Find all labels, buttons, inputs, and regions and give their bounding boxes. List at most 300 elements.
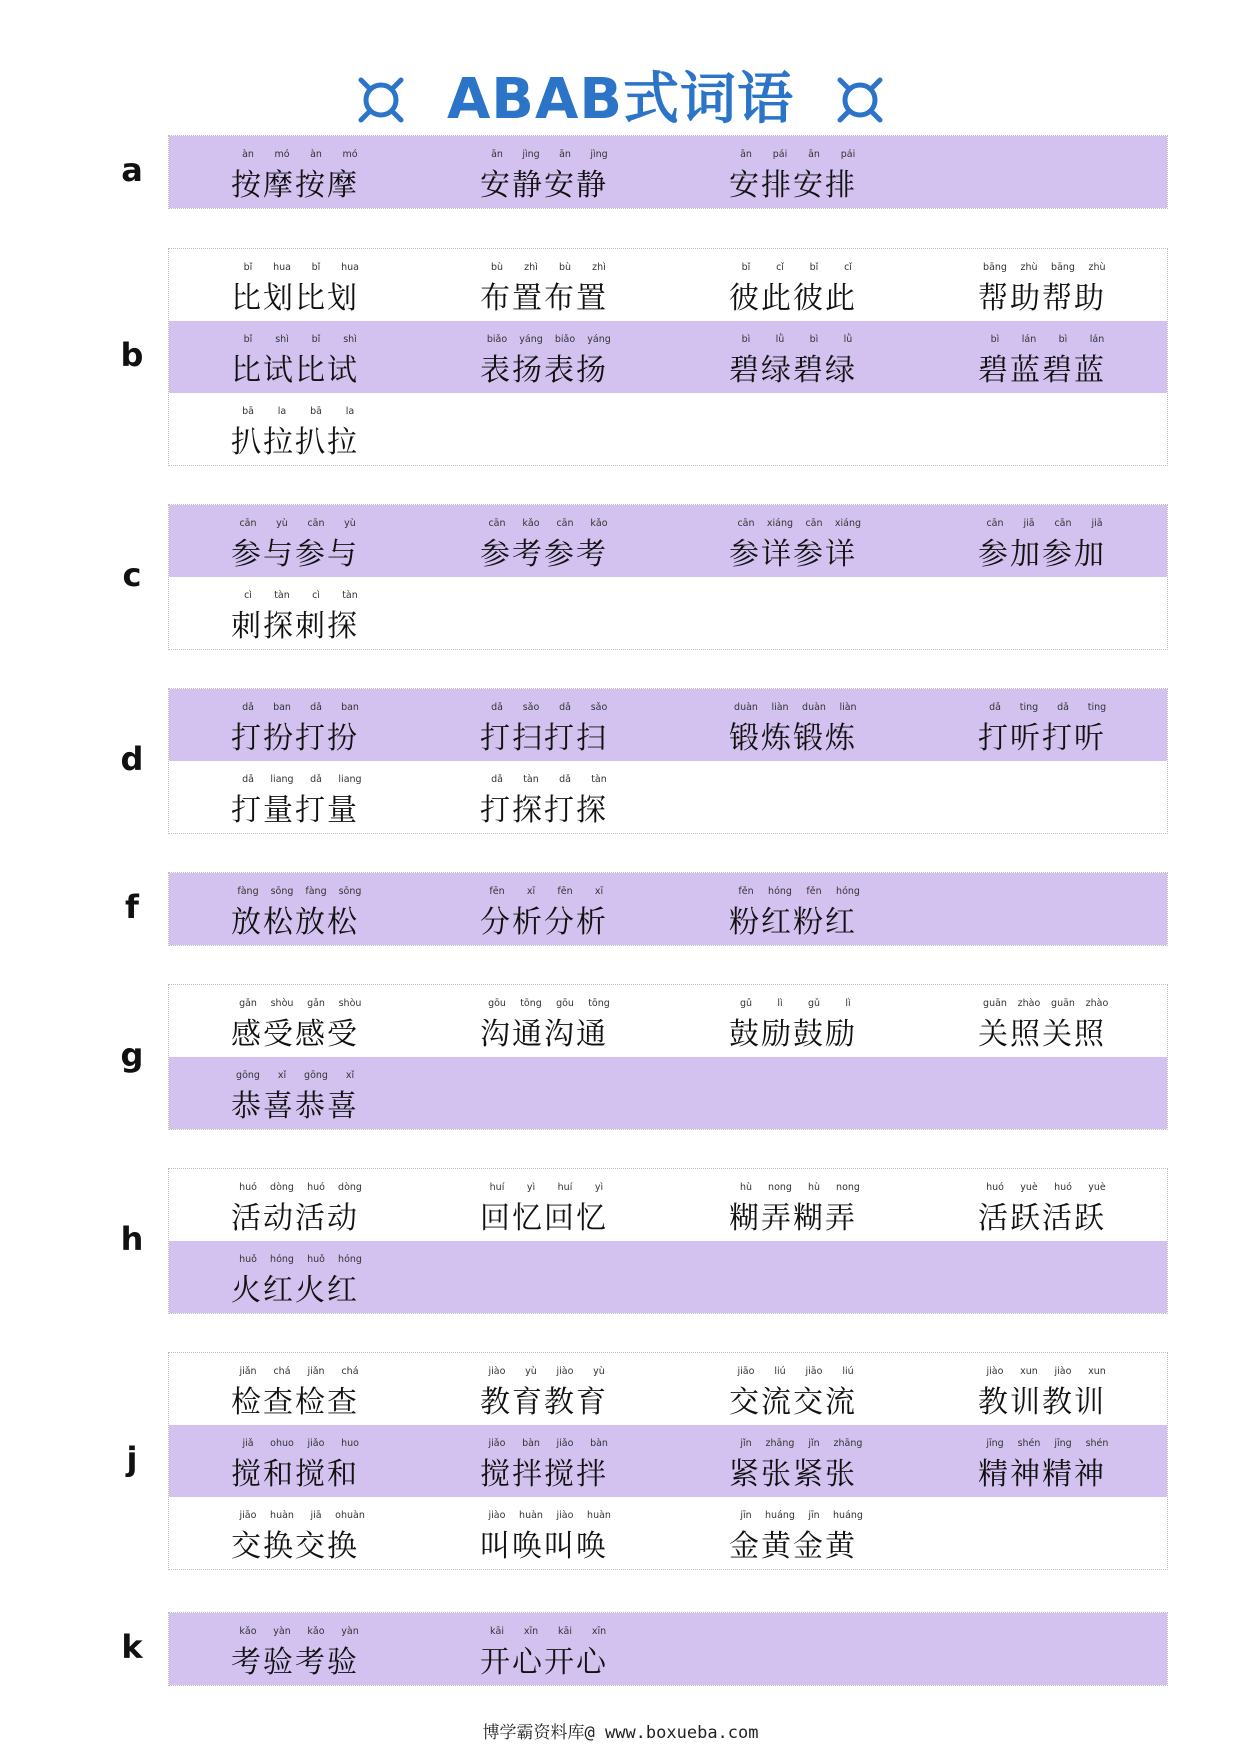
pinyin-syllable: kǎo: [239, 1626, 257, 1637]
pinyin-syllable: ān: [740, 149, 752, 160]
pinyin-syllable: guān: [1051, 998, 1075, 1009]
word-box: [168, 688, 1168, 834]
word-row: [169, 321, 1167, 393]
word-pinyin: [231, 262, 367, 273]
word-item: [231, 1353, 391, 1425]
word-box: [168, 984, 1168, 1130]
word-pinyin: [231, 1438, 367, 1449]
pinyin-syllable: yáng: [587, 334, 611, 345]
word-pinyin: [480, 702, 616, 713]
word-pinyin: [480, 1182, 616, 1193]
word-item: [480, 505, 640, 577]
pinyin-syllable: kǎo: [590, 518, 608, 529]
pinyin-syllable: tōng: [588, 998, 610, 1009]
pinyin-syllable: liang: [270, 774, 294, 785]
pinyin-syllable: shén: [1085, 1438, 1109, 1449]
word-item: [729, 689, 889, 761]
pinyin-syllable: yù: [344, 518, 356, 529]
pinyin-syllable: lán: [1021, 334, 1037, 345]
word-text: 分析分析: [480, 905, 608, 940]
word-text: 开心开心: [480, 1645, 608, 1680]
word-pinyin: [729, 149, 865, 160]
word-text: 交换交换: [231, 1529, 359, 1564]
word-pinyin: [978, 702, 1114, 713]
word-box: [168, 1168, 1168, 1314]
pinyin-syllable: duàn: [802, 702, 826, 713]
word-row: [169, 1169, 1167, 1241]
pinyin-syllable: yuè: [1088, 1182, 1106, 1193]
pinyin-syllable: la: [345, 406, 355, 417]
word-item: [480, 689, 640, 761]
pinyin-syllable: kǎo: [307, 1626, 325, 1637]
pinyin-syllable: ting: [1087, 702, 1107, 713]
word-pinyin: [231, 702, 367, 713]
group-letter: a: [121, 151, 143, 189]
pinyin-syllable: sǎo: [522, 702, 540, 713]
word-item: [978, 985, 1138, 1057]
pinyin-syllable: àn: [242, 149, 254, 160]
pinyin-syllable: xiáng: [766, 518, 794, 529]
word-text: 碧绿碧绿: [729, 353, 857, 388]
word-item: [231, 689, 391, 761]
pinyin-syllable: hua: [341, 262, 359, 273]
pinyin-syllable: ohuo: [270, 1438, 294, 1449]
pinyin-syllable: bù: [558, 262, 572, 273]
word-text: 参详参详: [729, 537, 857, 572]
word-item: [729, 505, 889, 577]
word-pinyin: [729, 334, 865, 345]
pinyin-syllable: tàn: [342, 590, 358, 601]
group-letter: g: [120, 1036, 144, 1074]
word-text: 安排安排: [729, 168, 857, 203]
word-text: 打扮打扮: [231, 721, 359, 756]
pinyin-syllable: ban: [341, 702, 359, 713]
pinyin-syllable: jiāo: [805, 1366, 823, 1377]
word-item: [231, 873, 391, 945]
word-row: [169, 505, 1167, 577]
pinyin-syllable: gōu: [556, 998, 574, 1009]
word-row: [169, 1425, 1167, 1497]
pinyin-syllable: gǎn: [239, 998, 257, 1009]
pinyin-syllable: lì: [777, 998, 783, 1009]
pinyin-syllable: liú: [842, 1366, 854, 1377]
pinyin-syllable: dǎ: [242, 702, 254, 713]
word-text: 彼此彼此: [729, 281, 857, 316]
word-pinyin: [231, 886, 367, 897]
pinyin-syllable: bù: [490, 262, 504, 273]
word-pinyin: [480, 1510, 616, 1521]
group-letter: h: [120, 1220, 144, 1258]
word-item: [729, 1425, 889, 1497]
pinyin-syllable: jiào: [488, 1366, 506, 1377]
pinyin-syllable: tōng: [520, 998, 542, 1009]
pinyin-syllable: lǜ: [775, 334, 785, 345]
word-item: [480, 1497, 640, 1569]
pinyin-syllable: hóng: [768, 886, 792, 897]
pinyin-syllable: jīng: [986, 1438, 1004, 1449]
word-item: [231, 1425, 391, 1497]
pinyin-syllable: yù: [276, 518, 288, 529]
word-text: 粉红粉红: [729, 905, 857, 940]
pinyin-syllable: cān: [805, 518, 823, 529]
pinyin-syllable: gōng: [236, 1070, 260, 1081]
pinyin-syllable: cì: [312, 590, 320, 601]
pinyin-syllable: xun: [1088, 1366, 1106, 1377]
pinyin-syllable: huó: [986, 1182, 1004, 1193]
pinyin-syllable: bàn: [522, 1438, 540, 1449]
word-pinyin: [978, 262, 1114, 273]
pinyin-syllable: ting: [1019, 702, 1039, 713]
pinyin-syllable: jiǎo: [307, 1438, 325, 1449]
pinyin-syllable: jìng: [522, 149, 540, 160]
word-pinyin: [231, 1070, 367, 1081]
word-pinyin: [978, 998, 1114, 1009]
word-row: [169, 249, 1167, 321]
pinyin-syllable: xī: [594, 886, 604, 897]
word-pinyin: [729, 262, 865, 273]
pinyin-syllable: shòu: [270, 998, 294, 1009]
pinyin-syllable: cān: [1054, 518, 1072, 529]
word-text: 叫唤叫唤: [480, 1529, 608, 1564]
word-item: [480, 249, 640, 321]
pinyin-syllable: biǎo: [486, 334, 508, 345]
pinyin-syllable: huǒ: [239, 1254, 257, 1265]
pinyin-syllable: lán: [1089, 334, 1105, 345]
pinyin-syllable: jiào: [488, 1510, 506, 1521]
word-box: [168, 1612, 1168, 1686]
pinyin-syllable: gōng: [304, 1070, 328, 1081]
word-text: 比试比试: [231, 353, 359, 388]
page-title-bar: [0, 60, 1241, 140]
pinyin-syllable: bǐ: [311, 334, 321, 345]
pinyin-syllable: ān: [808, 149, 820, 160]
word-row: [169, 985, 1167, 1057]
group-letter: c: [122, 556, 142, 594]
pinyin-syllable: jiào: [556, 1510, 574, 1521]
pinyin-syllable: huo: [341, 1438, 359, 1449]
pinyin-syllable: fēn: [557, 886, 573, 897]
word-item: [480, 1353, 640, 1425]
pinyin-syllable: bǐ: [809, 262, 819, 273]
word-pinyin: [231, 1366, 367, 1377]
ornament-icon: [353, 72, 409, 128]
word-pinyin: [480, 518, 616, 529]
pinyin-syllable: liàn: [771, 702, 789, 713]
pinyin-syllable: bā: [310, 406, 322, 417]
word-pinyin: [231, 334, 367, 345]
pinyin-syllable: bāng: [983, 262, 1007, 273]
pinyin-syllable: lì: [845, 998, 851, 1009]
pinyin-syllable: bǐ: [243, 334, 253, 345]
pinyin-syllable: shì: [343, 334, 357, 345]
word-item: [729, 136, 889, 208]
word-row: [169, 689, 1167, 761]
pinyin-syllable: jiā: [1091, 518, 1103, 529]
pinyin-syllable: huí: [557, 1182, 573, 1193]
word-text: 检查检查: [231, 1385, 359, 1420]
pinyin-syllable: hóng: [338, 1254, 362, 1265]
pinyin-syllable: duàn: [734, 702, 758, 713]
pinyin-syllable: kāi: [490, 1626, 504, 1637]
word-text: 糊弄糊弄: [729, 1201, 857, 1236]
pinyin-syllable: jiào: [986, 1366, 1004, 1377]
pinyin-syllable: jìng: [590, 149, 608, 160]
pinyin-syllable: dǎ: [310, 702, 322, 713]
pinyin-syllable: zhì: [524, 262, 538, 273]
pinyin-syllable: zhù: [1088, 262, 1106, 273]
pinyin-syllable: hù: [807, 1182, 821, 1193]
word-item: [231, 985, 391, 1057]
word-item: [480, 985, 640, 1057]
word-box: [168, 504, 1168, 650]
word-item: [729, 321, 889, 393]
word-row: [169, 761, 1167, 833]
word-pinyin: [231, 998, 367, 1009]
pinyin-syllable: lǜ: [843, 334, 853, 345]
word-item: [729, 1353, 889, 1425]
word-item: [480, 1425, 640, 1497]
pinyin-syllable: hù: [739, 1182, 753, 1193]
word-item: [231, 1497, 391, 1569]
word-row: [169, 1241, 1167, 1313]
pinyin-syllable: gǔ: [739, 998, 753, 1009]
word-row: [169, 1613, 1167, 1685]
word-pinyin: [480, 774, 616, 785]
pinyin-syllable: cān: [556, 518, 574, 529]
pinyin-syllable: guān: [983, 998, 1007, 1009]
pinyin-syllable: jīn: [740, 1510, 752, 1521]
pinyin-syllable: bì: [741, 334, 751, 345]
pinyin-syllable: bǐ: [741, 262, 751, 273]
word-item: [231, 505, 391, 577]
word-pinyin: [729, 1438, 865, 1449]
pinyin-syllable: jǐn: [740, 1438, 752, 1449]
word-text: 紧张紧张: [729, 1457, 857, 1492]
word-text: 感受感受: [231, 1017, 359, 1052]
pinyin-syllable: jiào: [1054, 1366, 1072, 1377]
word-item: [978, 1425, 1138, 1497]
pinyin-syllable: sǎo: [590, 702, 608, 713]
pinyin-syllable: gǎn: [307, 998, 325, 1009]
word-pinyin: [729, 1510, 865, 1521]
pinyin-syllable: zhāng: [765, 1438, 795, 1449]
word-pinyin: [231, 1510, 367, 1521]
pinyin-syllable: gǔ: [807, 998, 821, 1009]
word-text: 教育教育: [480, 1385, 608, 1420]
word-text: 参考参考: [480, 537, 608, 572]
word-box: [168, 248, 1168, 466]
word-item: [729, 985, 889, 1057]
word-item: [480, 761, 640, 833]
pinyin-syllable: jǐn: [808, 1438, 820, 1449]
pinyin-syllable: hua: [273, 262, 291, 273]
word-pinyin: [978, 1366, 1114, 1377]
word-text: 打量打量: [231, 793, 359, 828]
word-pinyin: [978, 334, 1114, 345]
pinyin-syllable: cǐ: [776, 262, 784, 273]
word-text: 打扫打扫: [480, 721, 608, 756]
word-pinyin: [480, 998, 616, 1009]
pinyin-syllable: cān: [488, 518, 506, 529]
word-item: [978, 249, 1138, 321]
word-item: [231, 136, 391, 208]
pinyin-syllable: pái: [772, 149, 788, 160]
word-pinyin: [480, 886, 616, 897]
pinyin-syllable: dǎ: [491, 774, 503, 785]
pinyin-syllable: jiā: [310, 1510, 322, 1521]
word-text: 金黄金黄: [729, 1529, 857, 1564]
word-item: [231, 1169, 391, 1241]
pinyin-syllable: jiǎ: [242, 1438, 254, 1449]
word-pinyin: [231, 590, 367, 601]
word-pinyin: [231, 774, 367, 785]
pinyin-syllable: liàn: [839, 702, 857, 713]
group-letter: b: [120, 336, 144, 374]
pinyin-syllable: huó: [239, 1182, 257, 1193]
word-item: [978, 1353, 1138, 1425]
pinyin-syllable: yàn: [273, 1626, 291, 1637]
pinyin-syllable: ān: [559, 149, 571, 160]
pinyin-syllable: cì: [244, 590, 252, 601]
pinyin-syllable: dǎ: [559, 774, 571, 785]
pinyin-syllable: bāng: [1051, 262, 1075, 273]
word-text: 考验考验: [231, 1645, 359, 1680]
pinyin-syllable: shén: [1017, 1438, 1041, 1449]
word-pinyin: [231, 1182, 367, 1193]
pinyin-syllable: xiáng: [834, 518, 862, 529]
word-text: 回忆回忆: [480, 1201, 608, 1236]
pinyin-syllable: mó: [342, 149, 358, 160]
pinyin-syllable: fàng: [305, 886, 327, 897]
pinyin-syllable: zhì: [592, 262, 606, 273]
pinyin-syllable: zhào: [1017, 998, 1041, 1009]
word-item: [729, 249, 889, 321]
pinyin-syllable: jīn: [808, 1510, 820, 1521]
word-item: [231, 249, 391, 321]
pinyin-syllable: jīng: [1054, 1438, 1072, 1449]
pinyin-syllable: xun: [1020, 1366, 1038, 1377]
pinyin-syllable: hóng: [270, 1254, 294, 1265]
pinyin-syllable: dǎ: [989, 702, 1001, 713]
word-text: 扒拉扒拉: [231, 425, 359, 460]
pinyin-syllable: shì: [275, 334, 289, 345]
pinyin-syllable: bǐ: [311, 262, 321, 273]
word-text: 放松放松: [231, 905, 359, 940]
pinyin-syllable: yàn: [341, 1626, 359, 1637]
pinyin-syllable: la: [277, 406, 287, 417]
pinyin-syllable: huí: [489, 1182, 505, 1193]
pinyin-syllable: chá: [341, 1366, 359, 1377]
pinyin-syllable: pái: [840, 149, 856, 160]
word-item: [231, 393, 391, 465]
word-row: [169, 1497, 1167, 1569]
pinyin-syllable: cān: [307, 518, 325, 529]
pinyin-syllable: zhāng: [833, 1438, 863, 1449]
word-pinyin: [231, 1254, 367, 1265]
word-item: [978, 689, 1138, 761]
word-text: 教训教训: [978, 1385, 1106, 1420]
pinyin-syllable: fěn: [806, 886, 822, 897]
pinyin-syllable: hóng: [836, 886, 860, 897]
word-item: [231, 577, 391, 649]
word-item: [231, 761, 391, 833]
pinyin-syllable: gōu: [488, 998, 506, 1009]
pinyin-syllable: liú: [774, 1366, 786, 1377]
pinyin-syllable: jiào: [556, 1366, 574, 1377]
pinyin-syllable: xīn: [523, 1626, 539, 1637]
pinyin-syllable: bì: [990, 334, 1000, 345]
word-row: [169, 1353, 1167, 1425]
word-item: [231, 1057, 391, 1129]
word-pinyin: [480, 1626, 616, 1637]
word-text: 比划比划: [231, 281, 359, 316]
pinyin-syllable: bàn: [590, 1438, 608, 1449]
word-text: 参加参加: [978, 537, 1106, 572]
word-item: [480, 1613, 640, 1685]
word-pinyin: [231, 518, 367, 529]
word-pinyin: [231, 1626, 367, 1637]
pinyin-syllable: dǎ: [310, 774, 322, 785]
group-letter: j: [126, 1440, 138, 1478]
word-item: [480, 136, 640, 208]
word-pinyin: [231, 149, 367, 160]
word-pinyin: [480, 1366, 616, 1377]
word-item: [978, 321, 1138, 393]
pinyin-syllable: bì: [809, 334, 819, 345]
pinyin-syllable: huó: [1054, 1182, 1072, 1193]
pinyin-syllable: cān: [737, 518, 755, 529]
pinyin-syllable: shòu: [338, 998, 362, 1009]
pinyin-syllable: dòng: [270, 1182, 294, 1193]
pinyin-syllable: mó: [274, 149, 290, 160]
pinyin-syllable: cǐ: [844, 262, 852, 273]
word-item: [480, 873, 640, 945]
footer-credit: 博学霸资料库@ www.boxueba.com: [482, 1723, 759, 1743]
pinyin-syllable: yuè: [1020, 1182, 1038, 1193]
pinyin-syllable: jiāo: [737, 1366, 755, 1377]
pinyin-syllable: fěn: [738, 886, 754, 897]
pinyin-syllable: liang: [338, 774, 362, 785]
word-pinyin: [729, 518, 865, 529]
ornament-icon: [832, 72, 888, 128]
pinyin-syllable: jiǎn: [307, 1366, 325, 1377]
word-pinyin: [729, 998, 865, 1009]
word-row: [169, 136, 1167, 208]
group-letter: f: [125, 888, 139, 926]
pinyin-syllable: ohuàn: [335, 1510, 365, 1521]
pinyin-syllable: nong: [836, 1182, 860, 1193]
word-text: 恭喜恭喜: [231, 1089, 359, 1124]
pinyin-syllable: xǐ: [345, 1070, 355, 1081]
pinyin-syllable: cān: [239, 518, 257, 529]
pinyin-syllable: sōng: [338, 886, 362, 897]
word-text: 活跃活跃: [978, 1201, 1106, 1236]
word-pinyin: [978, 518, 1114, 529]
word-item: [729, 1497, 889, 1569]
word-pinyin: [978, 1182, 1114, 1193]
pinyin-syllable: zhào: [1085, 998, 1109, 1009]
pinyin-syllable: jiāo: [239, 1510, 257, 1521]
word-pinyin: [231, 406, 367, 417]
pinyin-syllable: yáng: [519, 334, 543, 345]
pinyin-syllable: fàng: [237, 886, 259, 897]
pinyin-syllable: huó: [307, 1182, 325, 1193]
word-pinyin: [480, 262, 616, 273]
word-pinyin: [480, 149, 616, 160]
word-pinyin: [729, 886, 865, 897]
word-pinyin: [978, 1438, 1114, 1449]
word-row: [169, 577, 1167, 649]
